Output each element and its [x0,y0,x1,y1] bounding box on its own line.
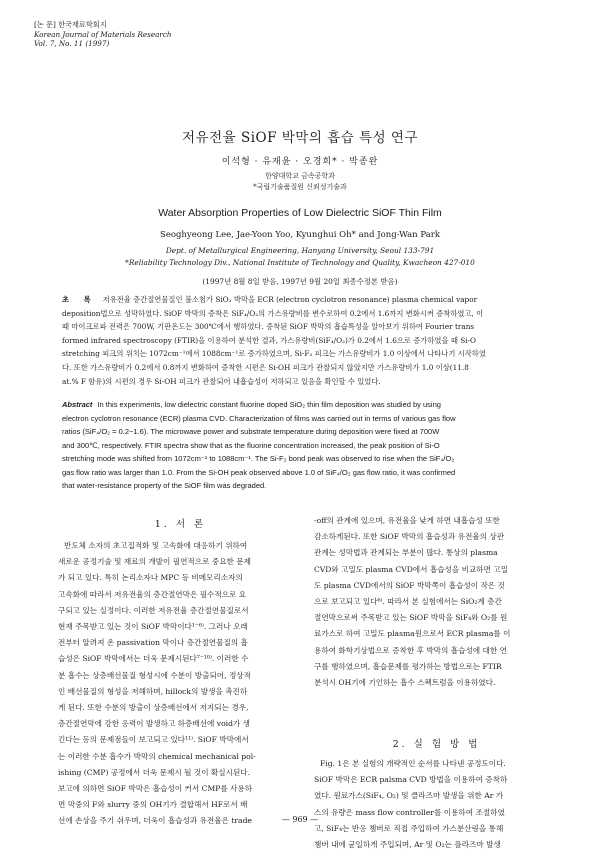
body-line: 고, SiF₄는 반응 챔버로 직접 주입하여 가스분산링을 통해 [314,823,504,833]
body-line: 구되고 있는 실정이다. 이러한 저유전율 층간절연물질로서 [58,605,249,615]
body-line: -off의 관계에 있으며, 유전율을 낮게 하면 내흡습성 또한 [314,516,500,525]
abstract-ko-line: 초 록 저유전율 층간절연물질인 불소첨가 SiO₂ 박막을 ECR (electron cyclotron resonance) plasma chemical vapor [62,295,478,304]
received-date: (1997년 8월 8일 받음, 1997년 9월 20일 최종수정본 받음) [202,277,398,286]
body-line: 고속화에 따라서 저유전율의 층간절연막은 필수적으로 요 [58,589,247,599]
body-line: 용하여 화학기상법으로 증착한 후 박막의 흡습성에 대한 연 [314,645,507,655]
body-line: 는 이러한 수분 흡수가 박막의 chemical mechanical pol- [58,751,256,761]
abstract-korean [62,293,538,388]
body-line: 으로 보고되고 있다⁶⁾. 따라서 본 실험에서는 SiO₂계 층간 [314,597,502,607]
abstract-english [62,398,538,493]
body-line: 관계는 성막법과 관계되는 부분이 많다. 통상의 plasma [314,548,498,558]
affiliation-ko-1: 한양대학교 금속공학과 [265,172,335,180]
body-line: 습성은 SiOF 박막에서는 더욱 문제시된다⁷⁻¹⁰⁾. 이러한 수 [58,654,249,664]
body-line: 료가스로 하여 고밀도 plasma원으로서 ECR plasma를 이 [314,629,511,639]
body-line: 새로운 공정기술 및 재료의 개발이 필연적으로 중요한 문제 [58,557,251,567]
abstract-en-line: electron cyclotron resonance (ECR) plasma CVD. Characterization of films was carried out in terms of various gas flow [62,413,456,423]
body-line: 보고에 의하면 SiOF 박막은 흡습성이 커서 CMP를 사용하 [58,784,253,794]
abstract-en-label: Abstract [62,400,93,409]
abstract-en-line: that water-resistance property of the SiOF film was degraded. [62,481,267,490]
authors-english: Seoghyeong Lee, Jae-Yoon Yoo, Kyunghui Oh* and Jong-Wan Park [160,230,440,240]
body-line: 감소하게된다. 또한 SiOF 박막의 흡습성과 유전율의 상관 [314,532,505,542]
body-line: 절연막으로써 주목받고 있는 SiOF 박막을 SiF₄와 O₂를 원 [314,613,508,623]
abstract-en-line: gas flow ratio was larger than 1.0. From the Si-OH peak observed above 1.0 of SiF₄/O₂ gas flow ratio, it was confirmed [62,467,456,477]
body-line: 가 되고 있다. 특히 논리소자나 MPC 등 비메모리소자의 [58,573,243,583]
body-line: 스의 유량은 mass flow controller를 이용하여 조절하였 [314,807,505,817]
body-column-right [314,513,559,691]
abstract-ko-line: formed infrared spectroscopy (FTIR)을 이용하여 분석한 결과, 가스유량비(SiF₄/O₂)가 0.2에서 1.6으로 증가하였을 때 Si-O [62,335,476,345]
body-line: 였다. 원료가스(SiF₄, O₂) 및 클라즈마 발생을 위한 Ar 가 [314,791,504,801]
body-line: 분석시 OH기에 기인하는 흡수 스펙트럼을 이용하였다. [314,678,496,688]
body-line: CVD와 고밀도 plasma CVD에서 흡습성을 비교하면 고밀 [314,564,509,574]
abstract-ko-line: at.% F 함유)의 시편의 경우 Si-OH 피크가 관찰되어 내흡습성이 저하되고 있음을 확인할 수 있었다. [62,376,381,386]
body-line: 전부터 알려져 온 passivation 막이나 층간절연물질의 흡 [58,638,248,648]
body-line: 인 배선물질의 형성을 저해하며, hillock의 발생을 촉진하 [58,686,248,696]
section-heading-methods: 2. 실 험 방 법 [392,739,481,750]
body-line: 층간절연막에 강한 응력이 발생하고 하층배선에 void가 생 [58,719,251,729]
abstract-ko-line: 다. 또한 가스유량비가 0.2에서 0.8까지 변화하여 증착한 시편은 Si-OH 피크가 관찰되지 않았지만 가스유량비가 1.0 이상(11.8 [62,362,469,372]
affiliation-en-1: Dept. of Metallurgical Engineering, Hanyang University, Seoul 133-791 [165,246,435,255]
paper-title-korean: 저유전율 SiOF 박막의 흡습 특성 연구 [182,130,418,146]
body-line: 도 plasma CVD에서의 SiOF 박막쪽이 흡습성이 작은 것 [314,580,505,590]
journal-header [34,20,172,49]
body-line: 현재 주목받고 있는 것이 SiOF 박막이다¹⁻⁶⁾. 그러나 오래 [58,622,248,632]
abstract-en-line: and 300℃, respectively. FTIR spectra show that as the fluorine concentration increased, the peak position of Si-O [62,440,440,450]
body-line: 면 막중의 F와 slurry 중의 OH기가 결합해서 HF로서 배 [58,800,248,810]
authors-korean: 이석형 · 유재윤 · 오경희* · 박종완 [221,157,379,167]
journal-ko: [논 문] 한국재료학회지 [34,20,107,29]
abstract-en-line: stretching mode was shifted from 1072cm⁻¹ to 1088cm⁻¹. The Si-F₂ bond peak was observed to rise when the SiF₄/O₂ [62,454,455,463]
body-line: 선에 손상을 주기 쉬우며, 더욱이 흡습성과 유전율은 trade [58,816,252,826]
body-line: 구를 행하였으며, 흡습문제를 평가하는 방법으로는 FTIR [314,661,502,671]
body-line: ishing (CMP) 공정에서 더욱 문제시 될 것이 확실시된다. [58,767,251,777]
affiliations-korean [0,171,600,193]
abstract-en-line: Abstract In this experiments, low dielectric constant fluorine doped SiO₂ thin film deposition was studied by using [62,400,441,409]
body-line: 분 흡수는 상층배선물질 형성시에 수분이 방출되어, 정상적 [58,670,251,680]
body-column-right-methods [314,756,559,853]
body-line: 긴다는 등의 문제점들이 보고되고 있다¹¹⁾. SiOF 박막에서 [58,735,249,745]
body-line: 게 된다. 또한 수분의 방출이 상층배선에서 저지되는 경우, [58,703,249,713]
body-line: 반도체 소자의 초고집적화 및 고속화에 대응하기 위하여 [64,541,248,550]
affiliations-english [0,245,600,268]
body-line: SiOF 박막은 ECR palsma CVD 방법을 이용하여 증착하 [314,775,508,785]
section-heading-introduction: 1. 서 론 [154,519,207,530]
abstract-ko-line: 때 마이크로파 전력은 700W, 기판온도는 300℃에서 행하였다. 증착된 SiOF 박막의 흡습특성을 알아보기 위하여 Fourier trans [62,322,475,332]
paper-title-english: Water Absorption Properties of Low Dielectric SiOF Thin Film [158,207,442,219]
body-column-left [58,538,303,830]
journal-en: Korean Journal of Materials Research [34,29,172,39]
body-line: 챔버 내에 균일하게 주입되며, Ar 및 O₂는 플라즈마 발생 [314,840,501,850]
affiliation-ko-2: *국립기술품질원 신뢰성기술과 [253,183,347,191]
journal-volume: Vol. 7, No. 11 (1997) [34,39,110,48]
abstract-ko-line: stretching 피크의 위치는 1072cm⁻¹에서 1088cm⁻¹로 증가하였으며, Si-F₂ 피크는 가스유량비가 1.0 이상에서 나타나기 시작하였 [62,349,486,359]
abstract-ko-label: 초 록 [62,295,97,304]
body-line: Fig. 1은 본 실험의 개략적인 순서를 나타낸 공정도이다. [320,759,506,768]
affiliation-en-2: *Reliability Technology Div., National Institute of Technology and Quality, Kwacheon 427-010 [125,257,475,267]
page-number: — 969 — [281,815,319,824]
abstract-ko-line: deposition법으로 성막하였다. SiOF 박막의 증착은 SiF₄/O₂의 가스유량비를 변수로하여 0.2에서 1.6까지 변화시켜 증착하였고, 이 [62,308,484,318]
abstract-en-line: ratios (SiF₄/O₂ = 0.2~1.6). The microwave power and substrate temperature during deposition were fixed at 700W [62,427,440,436]
